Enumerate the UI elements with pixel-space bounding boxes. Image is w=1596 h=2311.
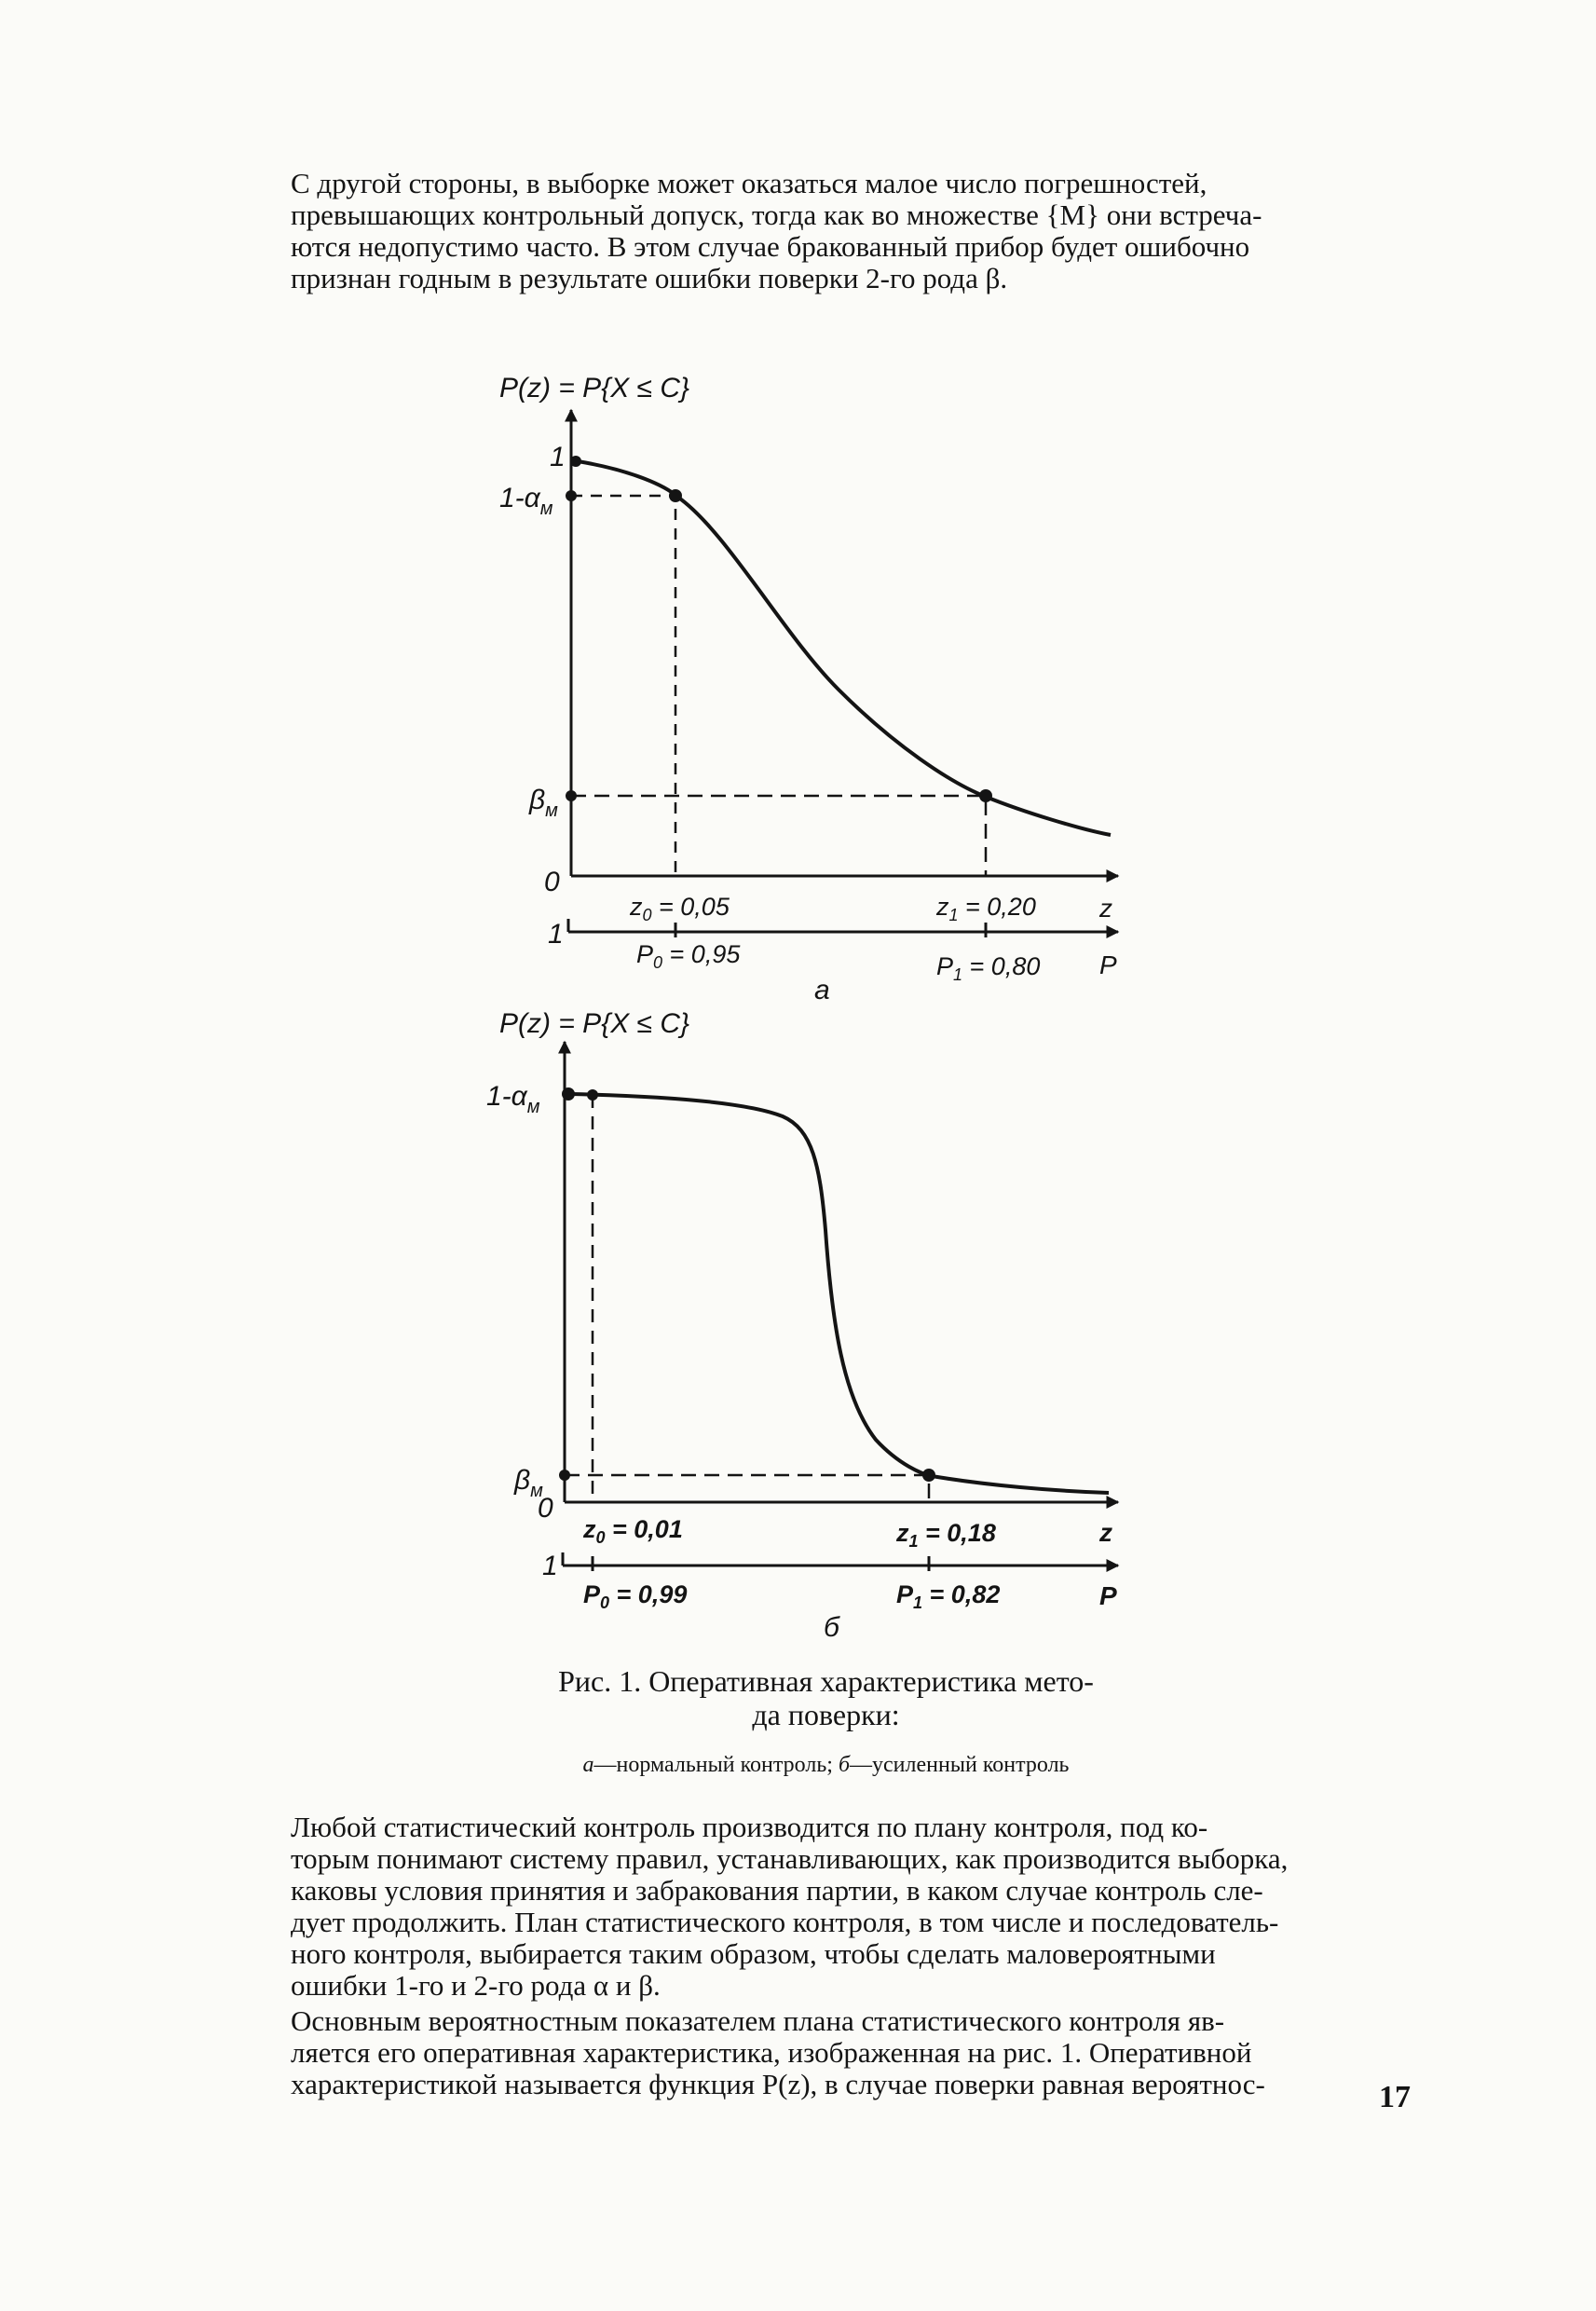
p1-letter: P <box>936 952 954 980</box>
panel-a <box>499 373 1118 1005</box>
p1-label <box>896 1580 1000 1612</box>
point-alpha-axis <box>566 490 577 501</box>
point-z1 <box>922 1469 935 1482</box>
legend-text-b: —усиленный контроль <box>850 1753 1070 1777</box>
tick-beta-sub: м <box>530 1481 543 1501</box>
legend-text-a: —нормальный контроль; <box>593 1753 839 1777</box>
p1-subscript: 1 <box>913 1593 923 1612</box>
z0-label <box>582 1515 683 1547</box>
p0-letter: P <box>583 1580 601 1608</box>
tick-zero: 0 <box>538 1493 553 1524</box>
z0-letter: z <box>630 893 643 921</box>
p1-label <box>936 952 1040 984</box>
z0-value: = 0,05 <box>651 893 730 921</box>
tick-one-minus-alpha <box>499 483 553 519</box>
figure-legend <box>0 1752 1596 1778</box>
tick-one-minus-alpha-sub: м <box>539 499 553 519</box>
z0-label <box>629 893 730 924</box>
figure-caption <box>0 1664 1596 1731</box>
text-line: каковы условия принятия и забракования партии, в каком случае контроль сле- <box>291 1874 1263 1907</box>
point-z1 <box>979 789 992 802</box>
p1-value: = 0,82 <box>922 1580 1001 1608</box>
panel-letter: б <box>824 1612 839 1643</box>
tick-one-minus-alpha-text: 1-α <box>499 483 540 513</box>
z1-subscript: 1 <box>948 906 959 924</box>
text-line: ного контроля, выбирается таким образом, чтобы сделать маловероятными <box>291 1937 1216 1970</box>
z-axis-letter: z <box>1099 894 1112 923</box>
tick-beta-text: β <box>529 785 546 815</box>
text-line: ются недопустимо часто. В этом случае бракованный прибор будет ошибочно <box>291 230 1250 263</box>
p-axis-letter: P <box>1099 950 1117 979</box>
tick-one: 1 <box>550 442 566 472</box>
text-line: Любой статистический контроль производится по плану контроля, под ко- <box>291 1811 1208 1843</box>
paragraph-oc <box>291 2005 1418 2100</box>
y-axis-label: P(z) = P{X ≤ C} <box>499 373 690 403</box>
text-line: ляется его оперативная характеристика, изображенная на рис. 1. Оперативной <box>291 2036 1252 2069</box>
tick-beta-sub: м <box>545 800 558 821</box>
z0-letter: z <box>583 1515 596 1543</box>
text-line: дует продолжить. План статистического контроля, в том числе и последователь- <box>291 1906 1279 1938</box>
z0-subscript: 0 <box>642 906 652 924</box>
text-line: превышающих контрольный допуск, тогда как во множестве {M} они встреча- <box>291 198 1262 231</box>
p-axis-start-label: 1 <box>542 1551 558 1581</box>
caption-line: Рис. 1. Оперативная характеристика мето- <box>558 1664 1094 1698</box>
point-start <box>570 456 581 467</box>
tick-zero: 0 <box>544 867 560 897</box>
p0-subscript: 0 <box>653 953 663 972</box>
tick-one-minus-alpha <box>486 1081 540 1117</box>
text-line: С другой стороны, в выборке может оказаться малое число погрешностей, <box>291 167 1207 199</box>
oc-curve-tightened <box>570 1094 1109 1493</box>
p1-subscript: 1 <box>953 965 963 984</box>
z1-label <box>895 1519 996 1551</box>
text-line: Основным вероятностным показателем плана статистического контроля яв- <box>291 2004 1225 2037</box>
p0-label <box>636 940 741 972</box>
text-line: ошибки 1-го и 2-го рода α и β. <box>291 1969 661 2002</box>
tick-one-minus-alpha-sub: м <box>526 1097 540 1117</box>
z1-letter: z <box>936 893 949 921</box>
z1-value: = 0,20 <box>958 893 1036 921</box>
guide-z1 <box>565 1475 929 1502</box>
legend-letter-b: б <box>838 1753 851 1777</box>
guide-z0 <box>571 496 675 876</box>
caption-line: да поверки: <box>752 1698 900 1731</box>
z1-subscript: 1 <box>908 1532 919 1551</box>
y-axis-label: P(z) = P{X ≤ C} <box>499 1008 690 1039</box>
z1-letter: z <box>896 1519 909 1547</box>
p1-letter: P <box>896 1580 914 1608</box>
panel-b <box>486 1008 1118 1643</box>
text-line: характеристикой называется функция P(z), в случае поверки равная вероятнос- <box>291 2068 1265 2100</box>
p0-value: = 0,95 <box>662 940 741 968</box>
paragraph-plan <box>291 1812 1418 2002</box>
p0-subscript: 0 <box>600 1593 610 1612</box>
z0-subscript: 0 <box>595 1528 606 1547</box>
z-axis-letter: z <box>1099 1518 1112 1547</box>
p0-letter: P <box>636 940 654 968</box>
point-start <box>562 1087 575 1101</box>
tick-beta-text: β <box>514 1465 531 1496</box>
z0-value: = 0,01 <box>605 1515 683 1543</box>
page-number: 17 <box>1379 2080 1411 2114</box>
oc-curve-normal <box>578 461 1111 835</box>
z1-value: = 0,18 <box>918 1519 996 1547</box>
p0-value: = 0,99 <box>609 1580 688 1608</box>
point-beta-axis <box>559 1470 570 1481</box>
legend-letter-a: а <box>582 1753 594 1777</box>
text-line: торым понимают систему правил, устанавливающих, как производится выборка, <box>291 1842 1289 1875</box>
text-line: признан годным в результате ошибки поверки 2-го рода β. <box>291 262 1008 294</box>
p-axis-letter: P <box>1099 1581 1117 1610</box>
p-axis-start-label: 1 <box>548 919 564 950</box>
p0-label <box>583 1580 687 1612</box>
tick-one-minus-alpha-text: 1-α <box>486 1081 527 1112</box>
p1-value: = 0,80 <box>962 952 1041 980</box>
panel-letter: а <box>814 975 830 1005</box>
point-z0 <box>669 489 682 502</box>
z1-label <box>935 893 1036 924</box>
point-beta-axis <box>566 790 577 801</box>
guide-z1 <box>571 796 986 876</box>
point-z0 <box>587 1089 598 1101</box>
tick-beta <box>528 785 558 821</box>
